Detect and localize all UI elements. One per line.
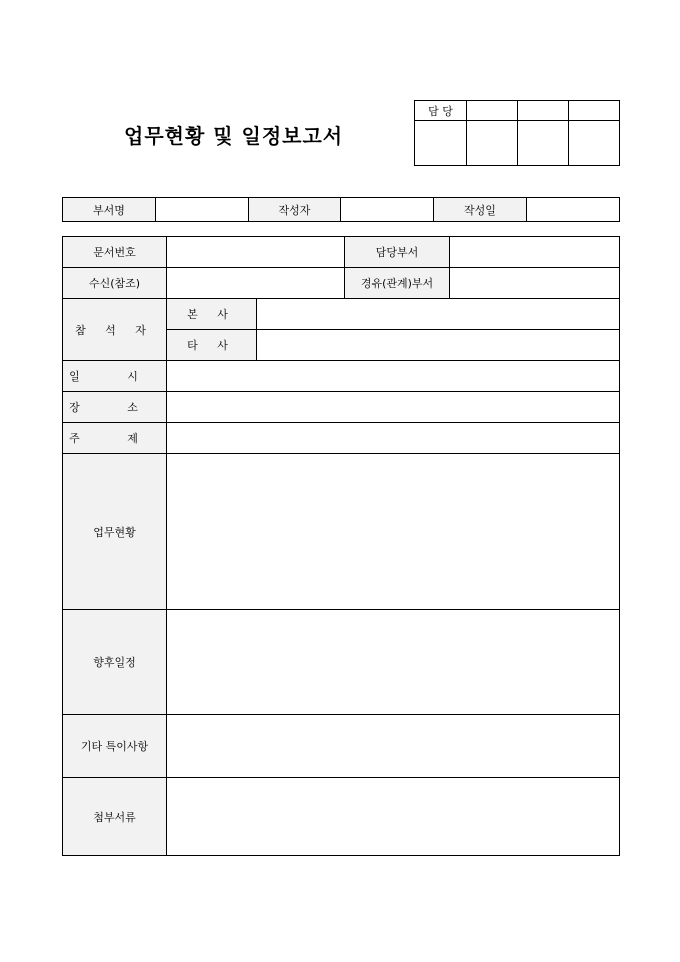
datetime-label: 일 시	[63, 361, 167, 392]
approval-sign-cell[interactable]	[467, 121, 518, 166]
approval-sign-cell[interactable]	[518, 121, 569, 166]
place-label: 장 소	[63, 392, 167, 423]
recipient-field[interactable]	[167, 268, 345, 299]
attachments-label: 첨부서류	[63, 778, 167, 856]
approval-header-cell	[518, 101, 569, 121]
owner-dept-label: 담당부서	[345, 237, 450, 268]
datetime-field[interactable]	[167, 361, 620, 392]
subject-field[interactable]	[167, 423, 620, 454]
header-info-table	[62, 197, 620, 222]
via-dept-field[interactable]	[450, 268, 620, 299]
attendees-hq-label: 본 사	[167, 299, 257, 330]
via-dept-label: 경유(관계)부서	[345, 268, 450, 299]
doc-number-label: 문서번호	[63, 237, 167, 268]
place-field[interactable]	[167, 392, 620, 423]
approval-header-cell	[569, 101, 620, 121]
approval-sign-cell[interactable]	[415, 121, 467, 166]
date-field[interactable]	[527, 198, 620, 222]
status-label: 업무현황	[63, 454, 167, 610]
report-form-table	[62, 236, 620, 856]
notes-field[interactable]	[167, 715, 620, 778]
attendees-hq-field[interactable]	[257, 299, 620, 330]
approval-sign-cell[interactable]	[569, 121, 620, 166]
date-label: 작성일	[434, 198, 527, 222]
attendees-other-field[interactable]	[257, 330, 620, 361]
status-field[interactable]	[167, 454, 620, 610]
approval-label: 담 당	[415, 101, 467, 121]
approval-header-cell	[467, 101, 518, 121]
dept-name-field[interactable]	[156, 198, 249, 222]
attachments-field[interactable]	[167, 778, 620, 856]
schedule-field[interactable]	[167, 610, 620, 715]
dept-name-label: 부서명	[63, 198, 156, 222]
document-title: 업무현황 및 일정보고서	[124, 124, 344, 148]
schedule-label: 향후일정	[63, 610, 167, 715]
owner-dept-field[interactable]	[450, 237, 620, 268]
subject-label: 주 제	[63, 423, 167, 454]
recipient-label: 수신(참조)	[63, 268, 167, 299]
doc-number-field[interactable]	[167, 237, 345, 268]
approval-box	[414, 100, 620, 166]
notes-label: 기타 특이사항	[63, 715, 167, 778]
author-label: 작성자	[249, 198, 341, 222]
author-field[interactable]	[341, 198, 434, 222]
attendees-label: 참 석 자	[63, 299, 167, 361]
attendees-other-label: 타 사	[167, 330, 257, 361]
